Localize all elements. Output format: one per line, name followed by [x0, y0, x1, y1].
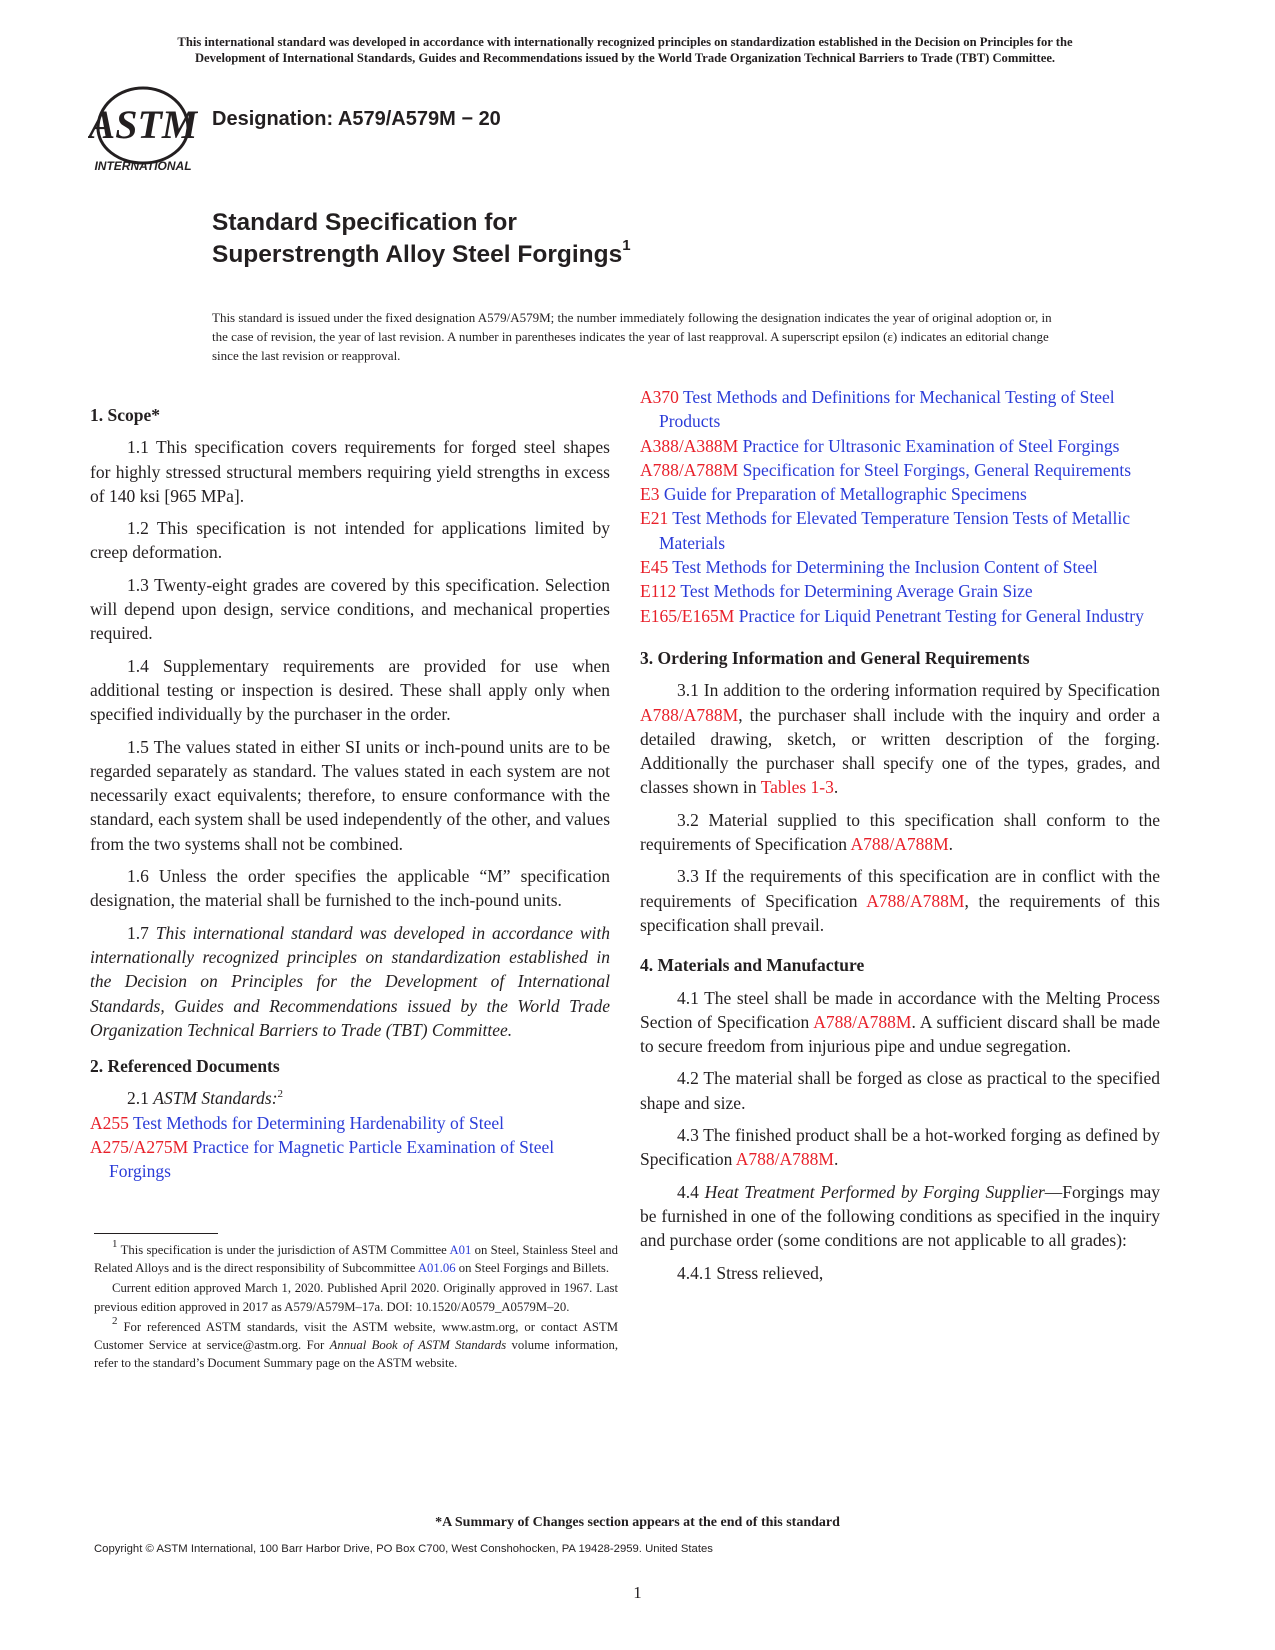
- section-4-1: 4.1 The steel shall be made in accordance with the Melting Process Section of Specification A788/A788M. A sufficient discard shall be made to secure freedom from injurious pipe and undue segregation.: [640, 987, 1160, 1057]
- spec-link[interactable]: A788/A788M: [813, 1011, 912, 1032]
- reference-e165[interactable]: [640, 604, 1160, 628]
- reference-e3[interactable]: [640, 482, 1160, 506]
- section-1-3: 1.3 Twenty-eight grades are covered by this specification. Selection will depend upon design, service conditions, and mechanical properties required.: [90, 574, 610, 644]
- designation: Designation: A579/A579M − 20: [212, 108, 501, 130]
- subcommittee-link[interactable]: A01.06: [417, 1261, 456, 1276]
- reference-a788[interactable]: [640, 458, 1160, 482]
- reference-title[interactable]: Specification for Steel Forgings, General Requirements: [742, 459, 1132, 480]
- international-standard-banner: [80, 34, 1170, 66]
- section-4-4: 4.4 Heat Treatment Performed by Forging Supplier—Forgings may be furnished in one of the following conditions as specified in the inquiry and purchase order (some conditions are not applicable to all grades):: [640, 1181, 1161, 1251]
- left-column: [90, 403, 610, 1184]
- section-1-5: 1.5 The values stated in either SI units or inch-pound units are to be regarded separately as standard. The values stated in each system are not necessarily exact equivalents; therefore, to ensure conformance with the standard, each system shall be used independently of the other, and values from the two systems shall not be combined.: [90, 736, 610, 854]
- section-3-2: 3.2 Material supplied to this specification shall conform to the requirements of Specification A788/A788M.: [640, 809, 1160, 855]
- spec-link[interactable]: A788/A788M: [735, 1149, 834, 1170]
- tables-link[interactable]: Tables 1-3: [760, 777, 834, 798]
- page-number: 1: [633, 1583, 642, 1602]
- logo-text: INTERNATIONAL: [94, 159, 192, 173]
- reference-title[interactable]: Practice for Magnetic Particle Examination of Steel Forgings: [109, 1137, 555, 1182]
- title-line-1: Standard Specification for: [212, 209, 517, 236]
- copyright: Copyright © ASTM International, 100 Barr Harbor Drive, PO Box C700, West Conshohocken, PA 19428-2959. United States: [94, 1543, 713, 1555]
- spec-link[interactable]: A788/A788M: [866, 890, 965, 911]
- reference-code[interactable]: A370: [640, 387, 679, 407]
- reference-a255[interactable]: [90, 1111, 610, 1135]
- committee-link[interactable]: A01: [449, 1243, 472, 1257]
- reference-title[interactable]: Test Methods for Elevated Temperature Tension Tests of Metallic Materials: [659, 508, 1131, 553]
- spec-link[interactable]: A788/A788M: [850, 834, 949, 855]
- section-4-3: 4.3 The finished product shall be a hot-worked forging as defined by Specification A788/A788M.: [640, 1125, 1160, 1170]
- reference-a388[interactable]: [640, 434, 1160, 458]
- reference-code[interactable]: A788/A788M: [640, 459, 739, 480]
- logo-mark: ASTM: [88, 102, 198, 147]
- reference-title[interactable]: Test Methods for Determining Hardenability of Steel: [132, 1112, 504, 1133]
- section-1-1: 1.1 This specification covers requirements for forged steel shapes for highly stressed structural members requiring yield strengths in excess of 140 ksi [965 MPa].: [90, 437, 610, 506]
- footnote-1-edition: Current edition approved March 1, 2020. Published April 2020. Originally approved in 1967. Last previous edition approved in 2017 as A579/A579M–17a. DOI: 10.1520/A0579_A0579M–20.: [94, 1281, 618, 1314]
- reference-title[interactable]: Practice for Liquid Penetrant Testing for General Industry: [738, 605, 1144, 626]
- issuance-notice: This standard is issued under the fixed designation A579/A579M; the number immediately following the designation indicates the year of original adoption or, in the case of revision, the year of last revision. A number in parentheses indicates the year of last reapproval. A superscript epsilon (ε) indicates an editorial change since the last revision or reapproval.: [212, 310, 1052, 363]
- astm-logo: [88, 80, 198, 180]
- section-2-1: 2.1 ASTM Standards:$^2$: [127, 1088, 284, 1109]
- reference-e112[interactable]: [640, 579, 1160, 603]
- reference-code[interactable]: E45: [640, 557, 669, 578]
- ordering-heading: 3. Ordering Information and General Requirements: [640, 647, 1030, 668]
- section-4-2: 4.2 The material shall be forged as close as practical to the specified shape and size.: [640, 1068, 1160, 1113]
- section-1-4: 1.4 Supplementary requirements are provided for use when additional testing or inspection is desired. These shall apply only when specified individually by the purchaser in the order.: [90, 655, 610, 725]
- section-1-2: 1.2 This specification is not intended for applications limited by creep deformation.: [90, 518, 610, 563]
- materials-heading: 4. Materials and Manufacture: [640, 955, 865, 976]
- footnote-2-marker[interactable]: 2: [277, 1088, 284, 1101]
- reference-title[interactable]: Test Methods and Definitions for Mechanical Testing of Steel Products: [659, 387, 1115, 432]
- page-title: [212, 207, 631, 271]
- reference-code[interactable]: E21: [640, 508, 669, 529]
- reference-title[interactable]: Test Methods for Determining the Inclusion Content of Steel: [672, 557, 1098, 578]
- spec-link[interactable]: A788/A788M: [640, 704, 739, 725]
- reference-code[interactable]: A275/A275M: [90, 1137, 189, 1158]
- right-column: [640, 385, 1160, 1293]
- reference-e21[interactable]: [640, 506, 1160, 555]
- reference-e45[interactable]: [640, 555, 1160, 579]
- reference-a275[interactable]: [90, 1135, 610, 1184]
- footnote-divider: [94, 1233, 218, 1234]
- banner-line-1: This international standard was developed in accordance with internationally recognized principles on standardization established in the Decision on Principles for the: [177, 35, 1073, 49]
- reference-title[interactable]: Guide for Preparation of Metallographic Specimens: [663, 484, 1027, 505]
- reference-code[interactable]: E165/E165M: [640, 605, 735, 626]
- section-1-6: 1.6 Unless the order specifies the applicable “M” specification designation, the material shall be furnished to the inch-pound units.: [90, 866, 610, 911]
- footnotes: [94, 1238, 619, 1374]
- reference-title[interactable]: Practice for Ultrasonic Examination of Steel Forgings: [742, 435, 1120, 456]
- title-footnote-marker[interactable]: 1: [622, 237, 631, 254]
- section-4-4-1: 4.4.1 Stress relieved,: [677, 1262, 824, 1283]
- section-1-7: 1.7 This international standard was developed in accordance with internationally recognized principles on standardization established in the Decision on Principles for the Development of International Standards, Guides and Recommendations issued by the World Trade Organization Technical Barriers to Trade (TBT) Committee.: [90, 922, 611, 1040]
- reference-a370[interactable]: [640, 385, 1160, 434]
- section-3-3: 3.3 If the requirements of this specification are in conflict with the requirements of Specification A788/A788M, the requirements of this specification shall prevail.: [640, 866, 1160, 935]
- section-3-1: 3.1 In addition to the ordering information required by Specification A788/A788M, the purchaser shall include with the inquiry and order a detailed drawing, sketch, or written description of the forging. Additionally the purchaser shall specify one of the types, grades, and classes shown in Tables 1-3.: [640, 680, 1160, 798]
- reference-code[interactable]: A388/A388M: [640, 435, 739, 456]
- title-text: Superstrength Alloy Steel Forgings: [212, 241, 623, 268]
- scope-heading: 1. Scope*: [90, 405, 160, 425]
- footnote-2: $^2$ For referenced ASTM standards, visit the ASTM website, www.astm.org, or contact ASTM Customer Service at service@astm.org. For Annual Book of ASTM Standards volume information, refer to the standard’s Document Summary page on the ASTM website.: [94, 1314, 619, 1371]
- banner-line-2: Development of International Standards, Guides and Recommendations issued by the World Trade Organization Technical Barriers to Trade (TBT) Committee.: [194, 51, 1056, 65]
- reference-code[interactable]: E3: [640, 484, 660, 505]
- reference-code[interactable]: E112: [640, 581, 677, 602]
- reference-code[interactable]: A255: [90, 1112, 129, 1133]
- title-line-2: [212, 239, 631, 271]
- footnote-1: $^1$ This specification is under the jurisdiction of ASTM Committee A01 on Steel, Stainless Steel and Related Alloys and is the direct responsibility of Subcommittee A01.06 on Steel Forgings and Billets.: [94, 1238, 618, 1276]
- summary-of-changes-note: *A Summary of Changes section appears at the end of this standard: [435, 1515, 840, 1530]
- reference-title[interactable]: Test Methods for Determining Average Grain Size: [680, 581, 1033, 602]
- referenced-documents-heading: 2. Referenced Documents: [90, 1056, 280, 1077]
